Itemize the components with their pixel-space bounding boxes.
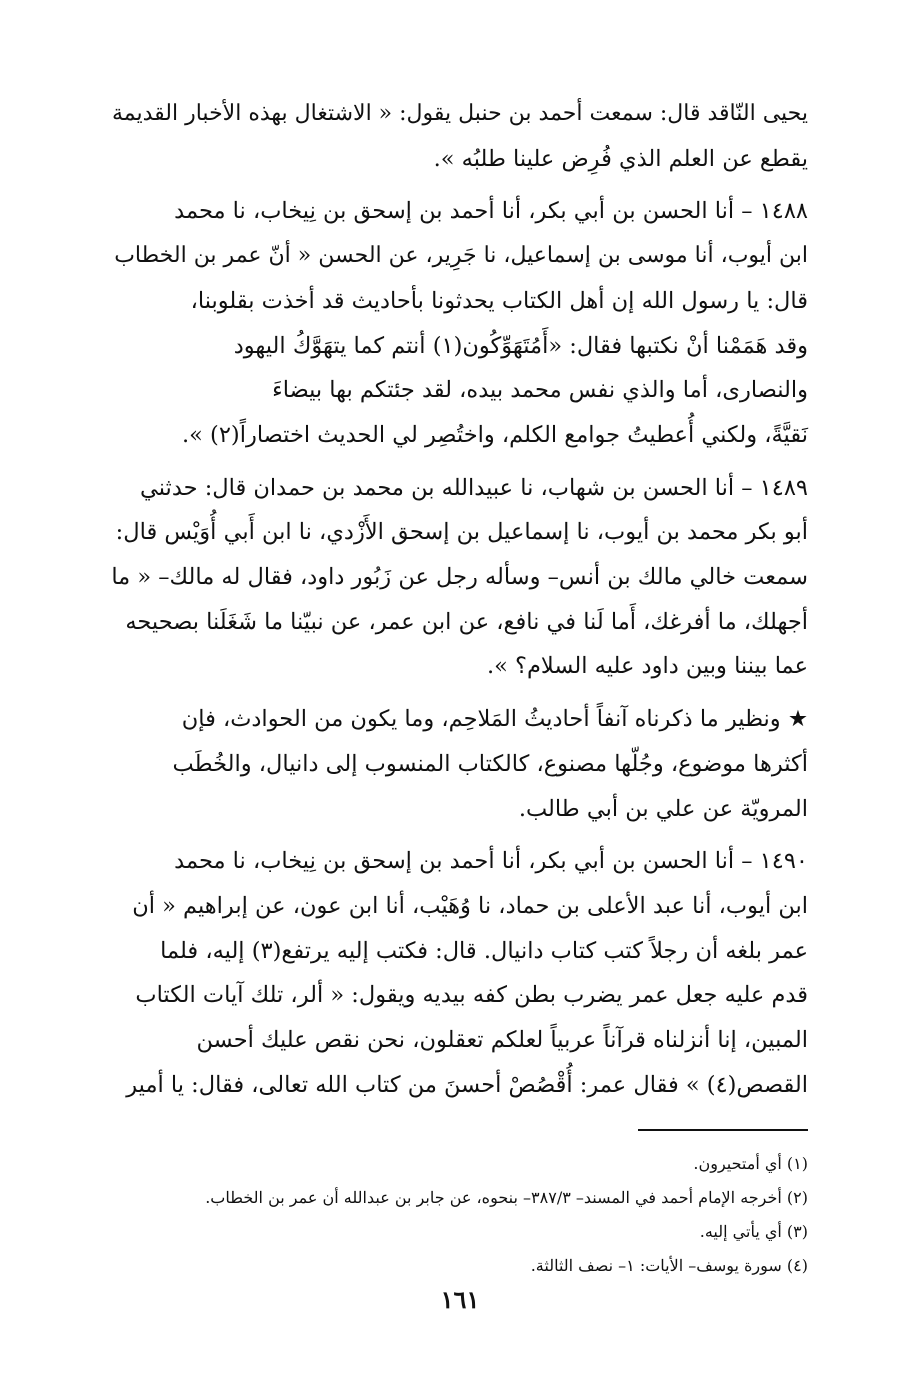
paragraph-1488: [110, 189, 808, 457]
page-number: ١٦١: [440, 1285, 480, 1314]
text-line: ١٤٨٨ – أنا الحسن بن أبي بكر، أنا أحمد بن إسحق بن نِيخاب، نا محمد: [174, 198, 808, 225]
paragraph-1490: [110, 839, 808, 1107]
text-line: أبو بكر محمد بن أيوب، نا إسماعيل بن إسحق الأَزْدي، نا ابن أَبي أُوَيْس قال:: [115, 519, 808, 546]
text-line: وقد هَمَمْنا أنْ نكتبها فقال: «أَمُتَهَوِّكُون(١) أنتم كما يتهَوَّكُ اليهود: [233, 332, 808, 359]
footnotes: [110, 1147, 808, 1283]
footnote-4: (٤) سورة يوسف– الأيات: ١– نصف الثالثة.: [530, 1256, 808, 1276]
footnote-1: (١) أي أمتحيرون.: [693, 1154, 808, 1174]
text-line: عما بيننا وبين داود عليه السلام؟ ».: [486, 653, 808, 680]
text-line: المبين، إنا أنزلناه قرآناً عربياً لعلكم تعقلون، نحن نقص عليك أحسن: [196, 1027, 808, 1054]
text-line: أكثرها موضوع، وجُلّها مصنوع، كالكتاب المنسوب إلى دانيال، والخُطَب: [172, 750, 808, 777]
text-line: أجهلك، ما أفرغك، أَما لَنا في نافع، عن ابن عمر، عن نبيّنا ما شَغَلَنا بصحيحه: [125, 608, 808, 635]
footnote-2: (٢) أخرجه الإمام أحمد في المسند– ٣٨٧/٣– بنحوه، عن جابر بن عبدالله أن عمر بن الخطاب.: [205, 1188, 808, 1208]
text-line: ابن أيوب، أنا موسى بن إسماعيل، نا جَرِير، عن الحسن « أنّ عمر بن الخطاب: [114, 243, 808, 269]
text-line: ١٤٩٠ – أنا الحسن بن أبي بكر، أنا أحمد بن إسحق بن نِيخاب، نا محمد: [174, 848, 808, 875]
text-line: يحيى النّاقد قال: سمعت أحمد بن حنبل يقول: « الاشتغال بهذه الأخبار القديمة: [111, 101, 808, 126]
paragraph-1489: [110, 466, 808, 690]
text-line: عمر بلغه أن رجلاً كتب كتاب دانيال. قال: فكتب إليه يرتفع(٣) إليه، فلما: [160, 937, 808, 964]
text-line: والنصارى، أما والذي نفس محمد بيده، لقد جئتكم بها بيضاءَ: [272, 377, 808, 404]
text-line: القصص(٤) » فقال عمر: أُقْصُصْ أحسنَ من كتاب الله تعالى، فقال: يا أمير: [126, 1071, 808, 1098]
paragraph-note-star: [110, 697, 808, 831]
text-line: ★ ونظير ما ذكرناه آنفاً أحاديثُ المَلاحِم، وما يكون من الحوادث، فإن: [181, 706, 808, 733]
text-line: يقطع عن العلم الذي فُرِض علينا طلبُه ».: [433, 145, 808, 172]
text-line: ابن أيوب، أنا عبد الأعلى بن حماد، نا وُهَيْب، أنا ابن عون، عن إبراهيم « أن: [132, 892, 808, 919]
footnote-separator: [638, 1129, 808, 1131]
text-line: سمعت خالي مالك بن أنس– وسأله رجل عن زَبُور داود، فقال له مالك– « ما: [111, 564, 808, 591]
footnote-3: (٣) أي يأتي إليه.: [699, 1222, 808, 1242]
text-line: المرويّة عن علي بن أبي طالب.: [518, 795, 808, 822]
main-text: [110, 92, 808, 1107]
text-line: قال: يا رسول الله إن أهل الكتاب يحدثونا بأحاديث قد أخذت بقلوبنا،: [190, 287, 808, 314]
text-line: ١٤٨٩ – أنا الحسن بن شهاب، نا عبيدالله بن محمد بن حمدان قال: حدثني: [140, 474, 808, 501]
paragraph-intro: [110, 92, 808, 181]
text-line: قدم عليه جعل عمر يضرب بطن كفه بيديه ويقول: « ألر، تلك آيات الكتاب: [135, 982, 808, 1009]
text-line: نَقيَّةً، ولكني أُعطيتُ جوامع الكلم، واختُصِر لي الحديث اختصاراً(٢) ».: [181, 421, 808, 448]
